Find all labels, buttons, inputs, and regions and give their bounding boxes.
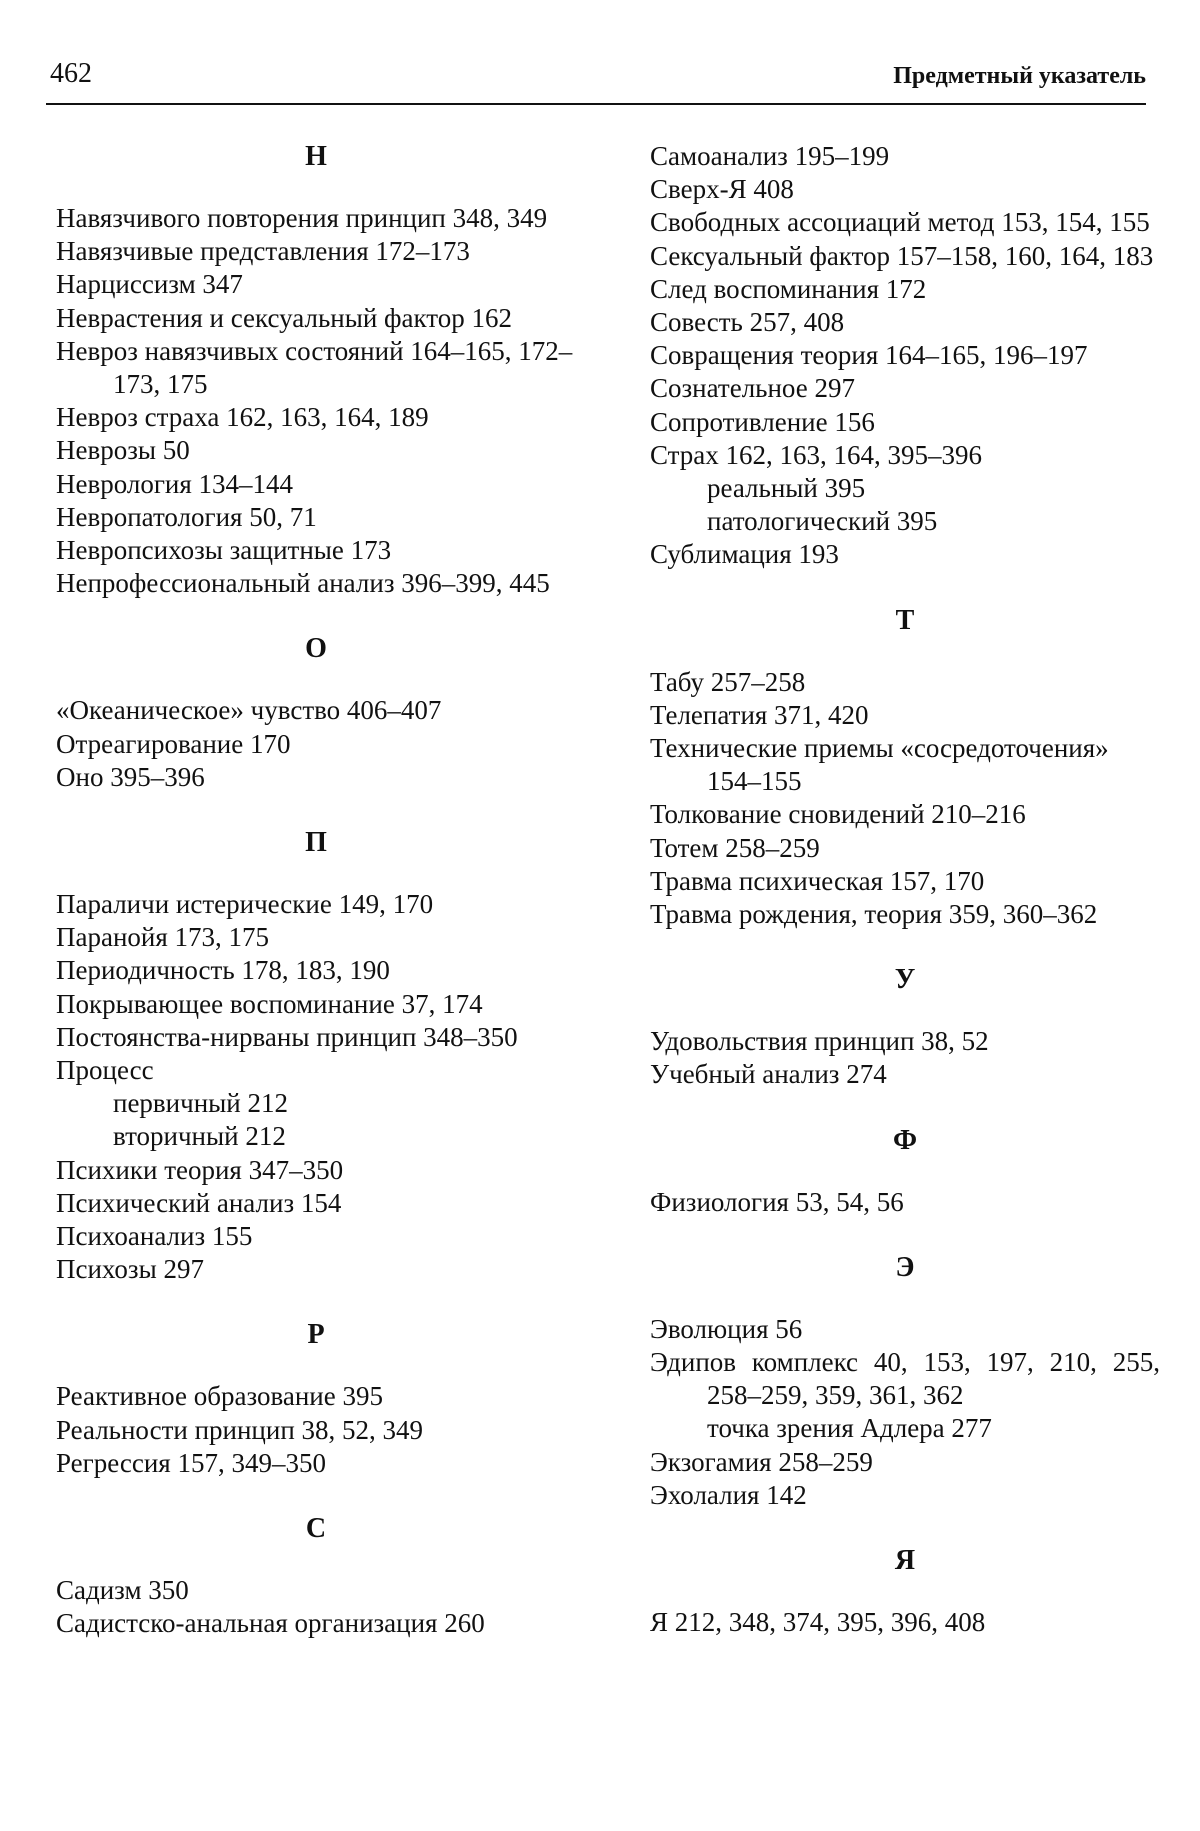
index-subentry: точка зрения Адлера 277 [707, 1413, 992, 1444]
index-entry: Эволюция 56 [650, 1313, 803, 1344]
index-entry: Навязчивые представления 172–173 [56, 236, 470, 267]
index-entry: След воспоминания 172 [650, 273, 927, 304]
index-entry: Садистско-анальная организация 260 [56, 1608, 485, 1639]
section-spacer [650, 1512, 1160, 1544]
index-column-left [56, 140, 576, 1641]
page-header [50, 58, 1146, 108]
index-entry: Тотем 258–259 [650, 832, 820, 863]
index-subentry: вторичный 212 [113, 1121, 286, 1152]
section-spacer [650, 1284, 1160, 1313]
section-spacer [56, 173, 576, 202]
section-letter: Я [894, 1545, 916, 1577]
index-entry: Страх 162, 163, 164, 395–396 [650, 439, 983, 470]
index-entry: Покрывающее воспоминание 37, 174 [56, 988, 483, 1019]
section-spacer [650, 1219, 1160, 1251]
index-entry: Телепатия 371, 420 [650, 699, 869, 730]
index-entry: Физиология 53, 54, 56 [650, 1186, 904, 1217]
running-title: Предметный указатель [893, 63, 1146, 89]
section-letter: Н [305, 141, 327, 172]
index-entry: Регрессия 157, 349–350 [56, 1447, 326, 1478]
index-entry: Периодичность 178, 183, 190 [56, 955, 390, 986]
section-letter: Э [895, 1251, 915, 1283]
index-subentry: патологический 395 [707, 506, 938, 537]
index-entry: Реактивное образование 395 [56, 1381, 383, 1412]
index-entry: Сексуальный фактор 157–158, 160, 164, 183 [650, 240, 1154, 271]
index-entry: Самоанализ 195–199 [650, 141, 890, 171]
section-spacer [650, 1157, 1160, 1186]
section-letter: Р [307, 1319, 325, 1351]
index-entry: Табу 257–258 [650, 666, 806, 697]
index-entry: Экзогамия 258–259 [650, 1446, 873, 1477]
index-entry: Сверх-Я 408 [650, 174, 794, 205]
index-entry: Невропатология 50, 71 [56, 501, 317, 532]
section-spacer [650, 931, 1160, 963]
index-entry: Психозы 297 [56, 1254, 204, 1285]
section-letter: О [305, 633, 327, 665]
section-letter: У [894, 964, 916, 996]
section-spacer [650, 637, 1160, 666]
section-letter: С [305, 1513, 327, 1545]
index-entry: Толкование сновидений 210–216 [650, 799, 1026, 830]
index-entry: Параличи истерические 149, 170 [56, 889, 434, 920]
index-entry: Я 212, 348, 374, 395, 396, 408 [650, 1607, 986, 1638]
page-number: 462 [50, 58, 92, 89]
index-entry: Невропсихозы защитные 173 [56, 535, 392, 566]
index-entry: Психический анализ 154 [56, 1187, 342, 1218]
index-entry: Травма психическая 157, 170 [650, 865, 985, 896]
section-spacer [650, 1092, 1160, 1124]
section-spacer [56, 1286, 576, 1318]
index-entry: Неврастения и сексуальный фактор 162 [56, 302, 512, 333]
section-spacer [56, 1545, 576, 1574]
section-spacer [650, 572, 1160, 604]
index-entry: Сублимация 193 [650, 539, 839, 570]
section-spacer [56, 1351, 576, 1380]
index-entry: Процесс [56, 1055, 154, 1086]
index-entry: Эхолалия 142 [650, 1479, 807, 1510]
index-entry: Совесть 257, 408 [650, 307, 845, 338]
section-letter: Ф [892, 1124, 918, 1156]
index-entry: Совращения теория 164–165, 196–197 [650, 340, 1088, 371]
index-column-right [650, 140, 1160, 1639]
index-entry: Невроз страха 162, 163, 164, 189 [56, 402, 429, 433]
section-spacer [56, 1480, 576, 1512]
section-spacer [56, 794, 576, 826]
index-entry: «Океаническое» чувство 406–407 [56, 695, 442, 726]
index-entry: Оно 395–396 [56, 761, 205, 792]
section-spacer [650, 1577, 1160, 1606]
index-entry: Психоанализ 155 [56, 1221, 253, 1252]
section-letter: Т [895, 604, 915, 636]
header-rule [46, 103, 1146, 105]
index-entry: Свободных ассоциаций метод 153, 154, 155 [650, 207, 1150, 238]
index-entry: Отреагирование 170 [56, 728, 291, 759]
section-letter: П [305, 827, 327, 859]
index-entry: Психики теория 347–350 [56, 1154, 344, 1185]
index-entry: Травма рождения, теория 359, 360–362 [650, 899, 1098, 930]
index-entry: Технические приемы «сосредоточения» 154–155 [650, 733, 1109, 797]
section-spacer [650, 996, 1160, 1025]
index-entry: Нарциссизм 347 [56, 269, 243, 300]
index-entry: Непрофессиональный анализ 396–399, 445 [56, 568, 550, 599]
index-subentry: реальный 395 [707, 473, 866, 504]
index-entry: Эдипов комплекс 40, 153, 197, 210, 255, 258–259, 359, 361, 362 [650, 1347, 1160, 1411]
index-entry: Реальности принцип 38, 52, 349 [56, 1414, 424, 1445]
index-entry: Удовольствия принцип 38, 52 [650, 1026, 989, 1057]
index-entry: Постоянства-нирваны принцип 348–350 [56, 1021, 518, 1052]
index-entry: Неврозы 50 [56, 435, 190, 466]
index-subentry: первичный 212 [113, 1088, 288, 1119]
section-spacer [56, 600, 576, 632]
index-entry: Паранойя 173, 175 [56, 922, 270, 953]
index-entry: Садизм 350 [56, 1575, 189, 1606]
section-spacer [56, 665, 576, 694]
section-spacer [56, 859, 576, 888]
index-entry: Неврология 134–144 [56, 468, 294, 499]
index-entry: Сопротивление 156 [650, 406, 875, 437]
index-entry: Учебный анализ 274 [650, 1059, 887, 1090]
index-entry: Невроз навязчивых состояний 164–165, 172–173, 175 [56, 335, 573, 400]
index-entry: Навязчивого повторения принцип 348, 349 [56, 203, 548, 233]
index-entry: Сознательное 297 [650, 373, 855, 404]
